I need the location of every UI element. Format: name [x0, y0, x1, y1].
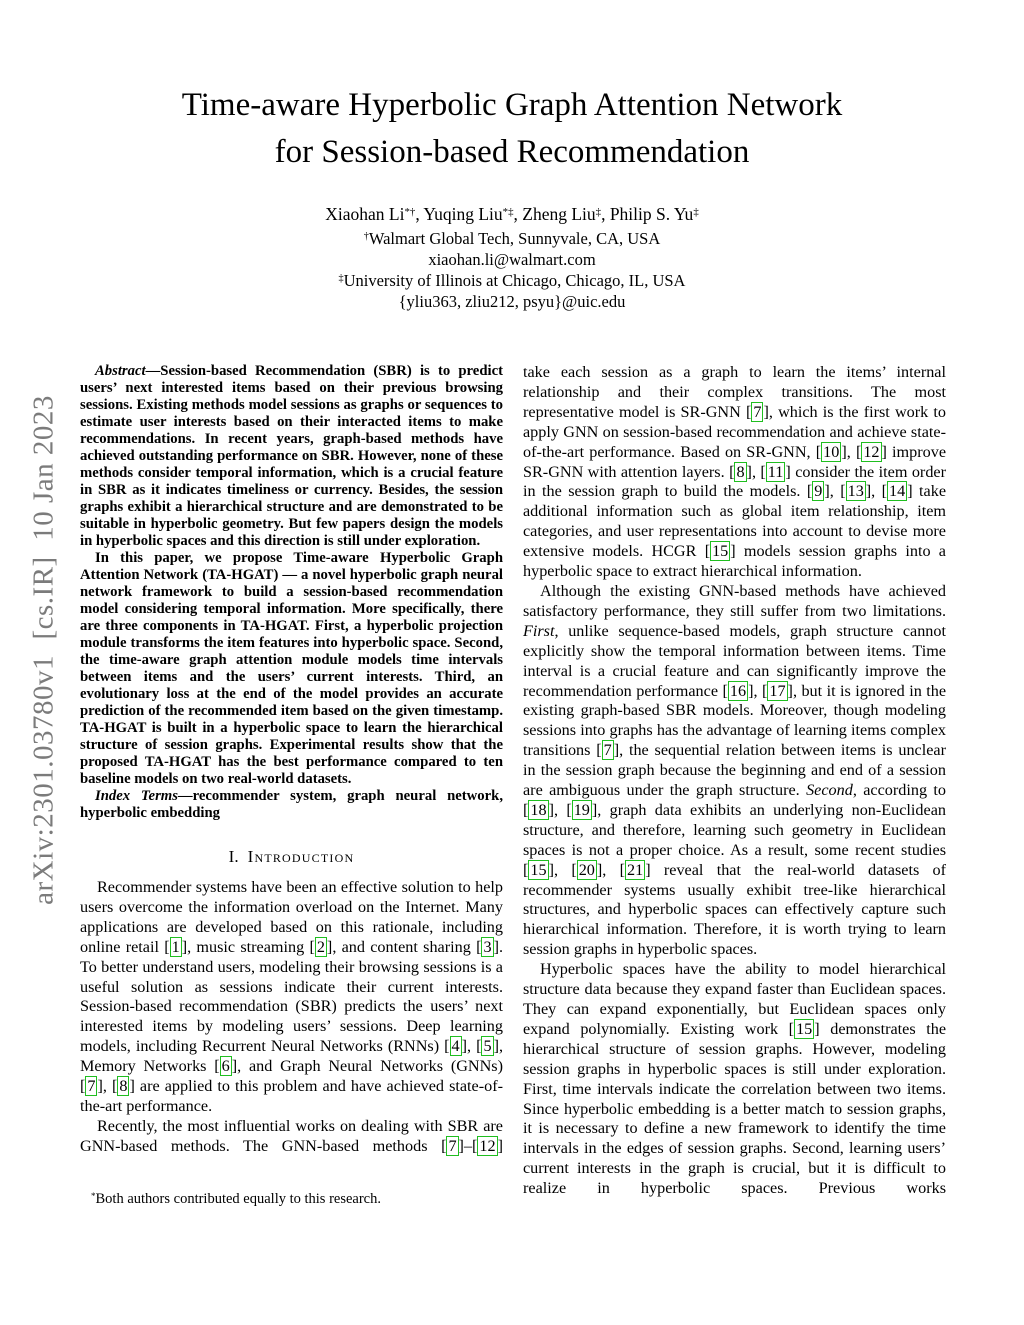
- text-run: , and content sharing: [332, 937, 477, 956]
- column-right: [523, 363, 946, 1208]
- text-run: Walmart Global Tech, Sunnyvale, CA, USA: [368, 229, 661, 248]
- affiliation-block: [0, 228, 1024, 312]
- affiliation-line: [0, 228, 1024, 249]
- text-run: University of Illinois at Chicago, Chicago, IL, USA: [343, 271, 686, 290]
- text-run: , according to: [852, 781, 946, 800]
- superscript-marker: ‡: [595, 206, 602, 219]
- emphasized-text: Abstract: [95, 363, 146, 379]
- text-run: improve SR-GNN with attention layers.: [523, 442, 947, 481]
- citation-ref-5[interactable]: 5: [483, 1037, 492, 1056]
- arxiv-watermark: arXiv:2301.03780v1 [cs.IR] 10 Jan 2023: [27, 395, 60, 905]
- footnote-authors-contribution: [80, 1190, 503, 1208]
- text-run: ,: [553, 860, 572, 879]
- citation-ref-11[interactable]: 11: [767, 462, 784, 481]
- text-run: ,: [102, 1077, 112, 1096]
- index-terms: [80, 788, 503, 822]
- emphasized-text: First: [523, 621, 555, 640]
- citation-ref-2[interactable]: 2: [316, 937, 325, 956]
- citation-ref-7[interactable]: 7: [753, 402, 762, 421]
- text-run: —Session-based Recommendation (SBR) is to predict users’ next interested items based on their previous browsing sessions. Existing methods model sessions as graphs or sequences to estimate user interests based on their interacted items to make recommendations. In recent years, graph-based methods have achieved outstanding performance on SBR. However, none of these methods consider temporal information, which is a crucial feature in SBR as it indicates timeliness or currency. Besides, the session graphs exhibit a hierarchical structure and are demonstrated to be suitable in hyperbolic geometry. But few papers design the models in hyperbolic spaces and this direction is still under exploration.: [80, 363, 503, 549]
- superscript-marker: *‡: [502, 206, 514, 219]
- text-run: Recommender systems have been an effective solution to help users overcome the information overload on the Internet. Many applications are developed based on this rationale, including online retail: [80, 878, 503, 956]
- text-run: ,: [871, 482, 882, 501]
- authors-line: [0, 203, 1024, 225]
- text-run: ,: [553, 800, 567, 819]
- superscript-marker: *†: [404, 206, 416, 219]
- citation-ref-15[interactable]: 15: [712, 542, 729, 561]
- text-run: reveal that the real-world datasets of recommender systems usually exhibit tree-like hierarchical structures, and hyperbolic spaces can effectively capture such hierarchical information. Therefore, it is worth trying to learn session graphs in hyperbolic spaces.: [523, 860, 947, 959]
- text-run: In this paper, we propose Time-aware Hyperbolic Graph Attention Network (TA-HGAT) — a novel hyperbolic graph neural network framework to build a session-based recommendation model considering temporal information. More specifically, there are three components in TA-HGAT. First, a hyperbolic projection module transforms the item features into hyperbolic space. Second, the time-aware graph attention module models time intervals between items and the users’ current interests. Third, an evolutionary loss at the end of the model provides an accurate prediction of the recommended item based on the given timestamp. TA-HGAT is built in a hyperbolic space to learn the hierarchical structure of session graphs. Experimental results show that the proposed TA-HGAT has the best performance compared to ten baseline models on two real-world datasets.: [80, 550, 503, 787]
- paper-title-line1: Time-aware Hyperbolic Graph Attention Network: [181, 87, 843, 123]
- text-run: Hyperbolic spaces have the ability to model hierarchical structure data because they expand faster than Euclidean spaces. They can expand exponentially, but Euclidean spaces only expand polynomially. Existing work: [523, 960, 946, 1038]
- citation-ref-4[interactable]: 4: [451, 1037, 460, 1056]
- citation-ref-15[interactable]: 15: [796, 1019, 813, 1038]
- text-run: , Zheng Liu: [513, 204, 596, 224]
- citation-ref-9[interactable]: 9: [814, 482, 823, 501]
- section-number: I.: [228, 847, 239, 866]
- intro-paragraph-2: Recently, the most influential works on dealing with SBR are GNN-based methods. The GNN-based methods [ 7 ]–[ 12 ]: [80, 1116, 503, 1155]
- limitations-paragraph: Although the existing GNN-based methods have achieved satisfactory performance, they still suffer from two limitations. First, unlike sequence-based models, graph structure cannot explicitly show the temporal information between items. Time interval is a crucial feature and can significantly improve the recommendation performance [ 16 ], [ 17 ], but it is ignored in the existing graph-based SBR models. Moreover, though modeling sessions into graphs has the advantage of learning items complex transitions [ 7 ], the sequential relation between items is unclear in the session graph because the beginning and end of a session are ambiguous under the graph structure. Second, according to [ 18 ], [ 19 ], graph data exhibits an underlying non-Euclidean structure, and therefore, learning such geometry in Euclidean spaces is not a proper choice. As a result, some recent studies [ 15 ], [ 20 ], [ 21 ] reveal that the real-world datasets of recommender systems usually exhibit tree-like hierarchical structures, and hyperbolic spaces can effectively capture such hierarchical information. Therefore, it is worth trying to learn session graphs in hyperbolic spaces.: [523, 581, 947, 959]
- text-run: Recently, the most influential works on dealing with SBR are GNN-based methods. The GNN-based methods: [80, 1116, 503, 1155]
- text-run: , Philip S. Yu: [601, 204, 694, 224]
- citation-ref-21[interactable]: 21: [627, 860, 644, 879]
- citation-ref-20[interactable]: 20: [578, 860, 595, 879]
- citation-ref-18[interactable]: 18: [530, 800, 547, 819]
- paper-title: [0, 82, 1024, 176]
- abstract-paragraph-2: [80, 550, 503, 788]
- text-run: , graph data exhibits an underlying non-Euclidean structure, and therefore, learning such geometry in Euclidean spaces is not a proper choice. As a result, some recent studies: [523, 800, 946, 859]
- citation-ref-10[interactable]: 10: [823, 442, 840, 461]
- citation-ref-3[interactable]: 3: [483, 937, 492, 956]
- text-run: . To better understand users, modeling their browsing sessions is a useful solution as sessions indicate their current interests. Session-based recommendation (SBR) predicts the users’ next interested items by modeling users’ sessions. Deep learning models, including Recurrent Neural Networks (RNNs): [80, 937, 503, 1056]
- column-left: [80, 363, 503, 1208]
- text-run: —recommender system, graph neural network, hyperbolic embedding: [80, 788, 503, 821]
- citation-ref-15[interactable]: 15: [530, 860, 547, 879]
- text-run: take additional information such as global item relationship, item categories, and user representations into account to devise more extensive models. HCGR: [523, 482, 947, 561]
- emphasized-text: Second: [806, 781, 853, 800]
- text-run: Both authors contributed equally to this research.: [95, 1191, 381, 1207]
- two-column-body: [80, 363, 946, 1208]
- text-run: , but it is ignored in the existing graph-based SBR models. Moreover, though modeling sessions into graphs has the advantage of learning items complex transitions: [523, 681, 947, 760]
- text-run: consider the item order in the session graph to build the models.: [523, 462, 946, 501]
- citation-ref-7[interactable]: 7: [603, 741, 612, 760]
- citation-ref-6[interactable]: 6: [221, 1057, 230, 1076]
- citation-ref-7[interactable]: 7: [448, 1136, 457, 1155]
- citation-ref-12[interactable]: 12: [863, 442, 880, 461]
- section-heading-introduction: [80, 847, 503, 867]
- superscript-marker: †: [363, 231, 369, 243]
- text-run: , Memory Networks: [80, 1037, 504, 1076]
- citation-ref-13[interactable]: 13: [847, 482, 864, 501]
- text-run: xiaohan.li@walmart.com: [428, 250, 596, 269]
- citation-ref-14[interactable]: 14: [889, 482, 906, 501]
- text-run: , and Graph Neural Networks (GNNs): [237, 1057, 504, 1076]
- text-run: , which is the first work to apply GNN on session-based recommendation and achieve state-of-the-art performance. Based on SR-GNN,: [523, 402, 946, 461]
- citation-ref-1[interactable]: 1: [171, 937, 180, 956]
- text-run: ,: [602, 860, 620, 879]
- emphasized-text: Index Terms: [95, 788, 178, 804]
- citation-ref-19[interactable]: 19: [573, 800, 590, 819]
- superscript-marker: ‡: [338, 273, 344, 285]
- text-run: Xiaohan Li: [325, 204, 405, 224]
- text-run: models session graphs into a hyperbolic space to extract hierarchical information.: [523, 542, 946, 581]
- citation-ref-17[interactable]: 17: [769, 681, 786, 700]
- text-run: , unlike sequence-based models, graph structure cannot explicitly show the temporal information between items. Time interval is a crucial feature and can significantly improve the recommendation performance: [523, 621, 946, 700]
- affiliation-line: [0, 270, 1024, 291]
- citation-ref-7[interactable]: 7: [87, 1077, 96, 1096]
- intro-paragraph-1: Recommender systems have been an effective solution to help users overcome the information overload on the Internet. Many applications are developed based on this rationale, including online retail [ 1 ], music streaming [ 2 ], and content sharing [ 3 ]. To better understand users, modeling their browsing sessions is a useful solution as sessions indicate their current interests. Session-based recommendation (SBR) predicts the users’ next interested items by modeling users’ sessions. Deep learning models, including Recurrent Neural Networks (RNNs) [ 4 ], [ 5 ], Memory Networks [ 6 ], and Graph Neural Networks (GNNs) [ 7 ], [ 8 ] are applied to this problem and have achieved state-of-the-art performance.: [80, 878, 504, 1115]
- superscript-marker: ‡: [693, 206, 699, 219]
- text-run: take each session as a graph to learn the items’ internal relationship and their complex transitions. The most representative model is SR-GNN: [523, 363, 946, 421]
- superscript-marker: *: [91, 1190, 96, 1201]
- intro-paragraph-2-continued: take each session as a graph to learn the items’ internal relationship and their complex transitions. The most representative model is SR-GNN [ 7 ], which is the first work to apply GNN on session-based recommendation and achieve state-of-the-art performance. Based on SR-GNN, [ 10 ], [ 12 ] improve SR-GNN with attention layers. [ 8 ], [ 11 ] consider the item order in the session graph to build the models. [ 9 ], [ 13 ], [ 14 ] take additional information such as global item relationship, item categories, and user representations into account to devise more extensive models. HCGR [ 15 ] models session graphs into a hyperbolic space to extract hierarchical information.: [523, 363, 947, 581]
- text-run: are applied to this problem and have achieved state-of-the-art performance.: [80, 1077, 504, 1115]
- citation-ref-8[interactable]: 8: [119, 1077, 128, 1096]
- text-run: , the sequential relation between items is unclear in the session graph because the beginning and end of a session are ambiguous under the graph structure.: [523, 741, 946, 800]
- section-title: Introduction: [247, 847, 355, 866]
- text-run: , Yuqing Liu: [415, 204, 503, 224]
- affiliation-line: [0, 291, 1024, 312]
- text-run: {yliu363, zliu212, psyu}@uic.edu: [398, 292, 626, 311]
- paper-title-line2: for Session-based Recommendation: [274, 134, 750, 170]
- citation-ref-8[interactable]: 8: [736, 462, 745, 481]
- hyperbolic-paragraph: Hyperbolic spaces have the ability to model hierarchical structure data because they expand faster than Euclidean spaces. They can expand exponentially, but Euclidean spaces only expand polynomially. Existing work [ 15 ] demonstrates the hierarchical structure of session graphs. However, modeling session graphs in hyperbolic spaces is still under exploration. First, time intervals indicate the correlation between two items. Since hyperbolic embedding is a better match to session graphs, it is necessary to define a new framework to identify the time intervals in the edges of session graphs. Second, learning users’ current interests in the graph is crucial, but it is difficult to realize in hyperbolic spaces. Previous works: [523, 960, 947, 1198]
- citation-ref-16[interactable]: 16: [729, 681, 747, 700]
- affiliation-line: [0, 249, 1024, 270]
- text-run: , music streaming: [187, 937, 310, 956]
- text-run: ,: [467, 1037, 477, 1056]
- citation-ref-12[interactable]: 12: [479, 1136, 496, 1155]
- abstract-paragraph-1: [80, 363, 503, 550]
- text-run: Although the existing GNN-based methods have achieved satisfactory performance, they still suffer from two limitations.: [523, 581, 946, 620]
- text-run: ,: [846, 442, 856, 461]
- text-run: –: [463, 1136, 473, 1155]
- text-run: demonstrates the hierarchical structure of session graphs. However, modeling session graphs in hyperbolic spaces is still under exploration. First, time intervals indicate the correlation between two items. Since hyperbolic embedding is a better match to session graphs, it is necessary to define a new framework to identify the time intervals in the edges of session graphs. Second, learning users’ current interests in the graph is crucial, but it is difficult to realize in hyperbolic spaces. Previous works: [523, 1019, 947, 1198]
- paper-header: [0, 0, 1024, 312]
- text-run: ,: [829, 482, 841, 501]
- text-run: ,: [751, 462, 761, 481]
- text-run: ,: [753, 681, 762, 700]
